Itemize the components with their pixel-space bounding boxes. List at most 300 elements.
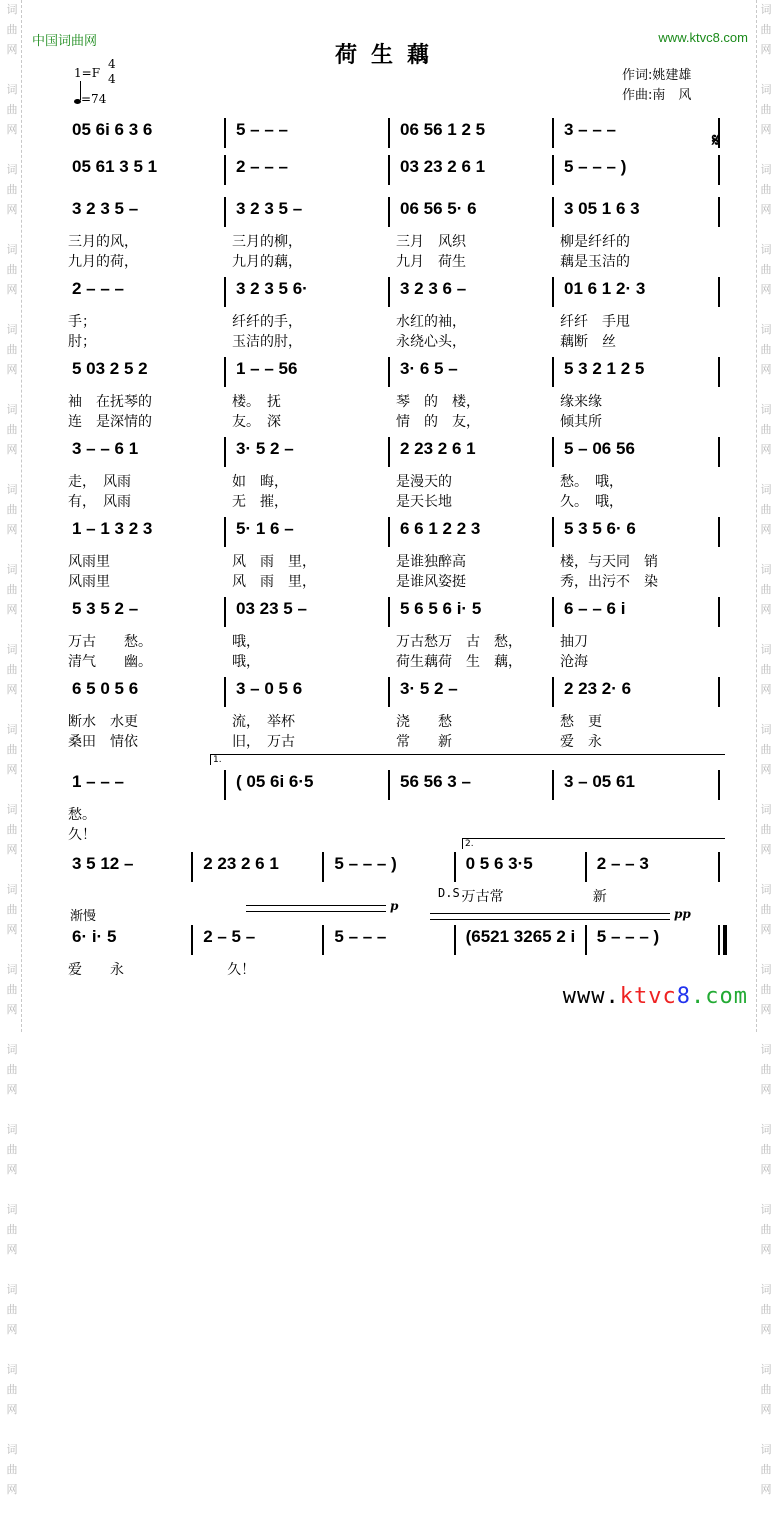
bar-line (322, 852, 324, 882)
measure: 5 3 5 2 – (72, 599, 139, 618)
watermark-char: 曲 (6, 583, 18, 596)
measure: 01 6 1 2· 3 (564, 279, 646, 298)
watermark-char: 曲 (760, 263, 772, 276)
lyric-segment: 情 的 友， (396, 414, 480, 430)
watermark-char: 曲 (760, 823, 772, 836)
watermark-char: 网 (6, 1403, 18, 1416)
lyric-segment: 愁 更 (560, 714, 602, 730)
watermark-char: 网 (6, 603, 18, 616)
watermark-char: 网 (760, 363, 772, 376)
lyric-segment: 旧， 万古 (232, 734, 295, 750)
volta-bracket: 2. (462, 838, 725, 849)
watermark-char: 曲 (6, 183, 18, 196)
watermark-gap (2, 140, 22, 160)
watermark-char: 曲 (6, 423, 18, 436)
watermark-char: 词 (6, 83, 18, 96)
measure: 1 – – – (72, 772, 124, 791)
bar-line (388, 437, 390, 467)
watermark-char: 网 (6, 763, 18, 776)
watermark-gap (756, 1340, 776, 1360)
quarter-note-icon (74, 99, 81, 104)
measure: 06 56 1 2 5 (400, 120, 486, 139)
watermark-left (2, 0, 22, 1496)
measure: 5 – – – ) (564, 157, 627, 176)
bar-line-end (718, 597, 720, 627)
measure: 05 61 3 5 1 (72, 157, 158, 176)
watermark-gap (756, 780, 776, 800)
watermark-char: 词 (6, 323, 18, 336)
watermark-char: 词 (760, 643, 772, 656)
measure: 2 23 2· 6 (564, 679, 632, 698)
footer-logo[interactable] (563, 984, 748, 1009)
watermark-char: 网 (760, 1083, 772, 1096)
lyric-segment: 愁。 (68, 807, 96, 823)
lyric-segment: 秀，出污不 染 (560, 574, 658, 590)
lyric-segment: 纤纤 手甩 (560, 314, 630, 330)
watermark-char: 网 (6, 923, 18, 936)
watermark-gap (756, 1420, 776, 1440)
dal-segno-marking: D.S. (438, 886, 467, 900)
measure: 2 – – – (72, 279, 124, 298)
bar-line (224, 155, 226, 185)
watermark-gap (756, 300, 776, 320)
lyric-segment: 风雨里 (68, 554, 110, 570)
measure: 6 6 1 2 2 3 (400, 519, 481, 538)
score-row (68, 517, 724, 590)
watermark-char: 曲 (6, 743, 18, 756)
watermark-char: 词 (6, 563, 18, 576)
measure: ( 05 6i 6·5 (236, 772, 314, 791)
lyric-segment: 袖 在抚琴的 (68, 394, 152, 410)
tempo-value: =74 (81, 92, 107, 106)
watermark-char: 词 (760, 723, 772, 736)
watermark-char: 曲 (760, 1063, 772, 1076)
watermark-char: 网 (6, 443, 18, 456)
bar-line (552, 437, 554, 467)
lyric-segment: 爱 永 (560, 734, 602, 750)
bar-line (191, 852, 193, 882)
bar-line-end (718, 197, 720, 227)
segno-icon: 𝄋 (712, 130, 720, 151)
lyricist: 作词:姚建雄 (622, 68, 692, 83)
bar-line (388, 197, 390, 227)
bar-line-end (718, 517, 720, 547)
watermark-char: 网 (760, 683, 772, 696)
watermark-char: 网 (760, 1243, 772, 1256)
measure: 3· 5 2 – (400, 679, 458, 698)
measure: 5· 1 6 – (236, 519, 294, 538)
watermark-char: 词 (760, 3, 772, 16)
bar-line (388, 597, 390, 627)
measure: 5 – – – (236, 120, 288, 139)
bar-line (388, 357, 390, 387)
watermark-char: 曲 (6, 103, 18, 116)
lyric-segment: 九月的荷， (68, 254, 138, 270)
watermark-char: 词 (6, 643, 18, 656)
measure: 5 – 06 56 (564, 439, 635, 458)
watermark-char: 曲 (6, 1463, 18, 1476)
measure: 3 – – 6 1 (72, 439, 139, 458)
lyric-segment: 纤纤的手， (232, 314, 302, 330)
measure: 06 56 5· 6 (400, 199, 477, 218)
measure: 3 2 3 5 6· (236, 279, 308, 298)
measure: 3 2 3 5 – (236, 199, 303, 218)
watermark-char: 网 (760, 443, 772, 456)
measure: 5 03 2 5 2 (72, 359, 148, 378)
lyric-segment: 愁。 哦， (560, 474, 623, 490)
watermark-char: 网 (6, 1163, 18, 1176)
watermark-gap (2, 1260, 22, 1280)
watermark-char: 网 (6, 1243, 18, 1256)
dynamic-pianissimo: pp (674, 907, 691, 921)
watermark-gap (2, 940, 22, 960)
logo-part: ktvc (619, 984, 677, 1009)
lyric-segment: 万古愁万 古 愁， (396, 634, 522, 650)
lyric-segment: 九月 荷生 (396, 254, 466, 270)
measure: 6· i· 5 (72, 927, 117, 946)
lyric-segment: 永绕心头， (396, 334, 466, 350)
watermark-char: 网 (760, 603, 772, 616)
bar-line (552, 517, 554, 547)
lyric-segment: 浇 愁 (396, 714, 452, 730)
watermark-gap (756, 380, 776, 400)
watermark-char: 曲 (760, 1303, 772, 1316)
lyric-segment: 爱 永 (68, 962, 124, 978)
watermark-char: 曲 (760, 1223, 772, 1236)
lyric-segment: 是谁独醉高 (396, 554, 466, 570)
watermark-char: 曲 (760, 743, 772, 756)
bar-line (552, 155, 554, 185)
watermark-gap (756, 1180, 776, 1200)
lyric-segment: 连 是深情的 (68, 414, 152, 430)
watermark-char: 词 (760, 1123, 772, 1136)
tempo-marking (74, 92, 106, 106)
watermark-divider-left (21, 0, 22, 1032)
lyric-segment: 玉洁的肘， (232, 334, 302, 350)
watermark-gap (2, 1100, 22, 1120)
watermark-char: 词 (760, 83, 772, 96)
measure: 2 23 2 6 1 (400, 439, 476, 458)
time-sig-bottom: 4 (108, 72, 116, 86)
watermark-char: 词 (6, 1203, 18, 1216)
watermark-char: 网 (760, 1323, 772, 1336)
watermark-char: 曲 (6, 1303, 18, 1316)
watermark-char: 曲 (760, 343, 772, 356)
lyric-segment: 走， 风雨 (68, 474, 131, 490)
watermark-gap (2, 1020, 22, 1040)
bar-line (552, 277, 554, 307)
bar-line (224, 197, 226, 227)
lyric-segment: 三月的柳， (232, 234, 302, 250)
watermark-char: 网 (760, 843, 772, 856)
measure: (6521 3265 2 i (465, 927, 576, 946)
bar-line-end (718, 437, 720, 467)
time-sig-top: 4 (108, 57, 116, 71)
bar-line (388, 277, 390, 307)
time-signature (108, 57, 116, 87)
measure: 03 23 5 – (236, 599, 307, 618)
watermark-char: 词 (760, 243, 772, 256)
watermark-gap (756, 460, 776, 480)
measure: 05 6i 6 3 6 (72, 120, 153, 139)
bar-line (322, 925, 324, 955)
measure: 56 56 3 – (400, 772, 471, 791)
watermark-char: 曲 (760, 1143, 772, 1156)
watermark-gap (2, 1340, 22, 1360)
measure: 2 – – 3 (596, 854, 649, 873)
lyric-segment: 清气 幽。 (68, 654, 152, 670)
watermark-char: 曲 (760, 23, 772, 36)
watermark-char: 词 (760, 1203, 772, 1216)
measure: 6 – – 6 i (564, 599, 626, 618)
watermark-char: 网 (760, 923, 772, 936)
lyric-segment: 断水 水更 (68, 714, 138, 730)
composer: 作曲:南 风 (622, 88, 692, 103)
bar-line-end (718, 852, 720, 882)
watermark-char: 曲 (760, 983, 772, 996)
bar-line-end (718, 925, 720, 955)
logo-part: www. (562, 984, 620, 1009)
bar-line (552, 770, 554, 800)
watermark-char: 词 (6, 243, 18, 256)
watermark-char: 曲 (760, 583, 772, 596)
tempo-change-marking: 渐慢 (70, 909, 97, 924)
measure: 5 6 5 6 i· 5 (400, 599, 482, 618)
watermark-char: 词 (760, 403, 772, 416)
watermark-char: 词 (6, 1283, 18, 1296)
watermark-char: 网 (760, 123, 772, 136)
score-row (68, 597, 724, 670)
watermark-right (756, 0, 776, 1496)
bar-line (388, 118, 390, 148)
decrescendo (246, 905, 386, 912)
watermark-char: 网 (760, 523, 772, 536)
watermark-char: 词 (760, 1443, 772, 1456)
bar-line (585, 852, 587, 882)
watermark-char: 曲 (6, 503, 18, 516)
watermark-char: 词 (6, 1123, 18, 1136)
lyric-segment: 万古常 (461, 889, 504, 905)
measure: 2 23 2 6 1 (203, 854, 279, 873)
bar-line (454, 852, 456, 882)
lyric-segment: 缘来缘 (560, 394, 602, 410)
watermark-char: 词 (6, 1043, 18, 1056)
watermark-gap (2, 700, 22, 720)
watermark-char: 曲 (760, 183, 772, 196)
bar-line (552, 677, 554, 707)
bar-line (552, 357, 554, 387)
watermark-char: 网 (6, 123, 18, 136)
measure: 3· 5 2 – (236, 439, 294, 458)
watermark-gap (756, 1020, 776, 1040)
logo-part: .com (691, 984, 748, 1009)
watermark-char: 词 (6, 1443, 18, 1456)
lyric-segment: 肘； (68, 334, 96, 350)
watermark-char: 网 (760, 43, 772, 56)
watermark-char: 词 (760, 323, 772, 336)
watermark-gap (2, 1180, 22, 1200)
site-url[interactable]: www.ktvc8.com (658, 30, 748, 45)
watermark-char: 词 (760, 483, 772, 496)
score-row (68, 839, 724, 905)
lyric-segment: 是漫天的 (396, 474, 452, 490)
song-title: 荷生藕 (334, 42, 443, 68)
watermark-char: 网 (6, 1003, 18, 1016)
lyric-segment: 抽刀 (560, 634, 588, 650)
watermark-char: 词 (760, 1283, 772, 1296)
measure: 03 23 2 6 1 (400, 157, 486, 176)
watermark-divider-right (756, 0, 757, 1032)
watermark-char: 网 (6, 683, 18, 696)
bar-line (388, 155, 390, 185)
key-signature: 1=F (74, 66, 101, 80)
watermark-gap (756, 1260, 776, 1280)
measure: 3· 6 5 – (400, 359, 458, 378)
watermark-char: 曲 (6, 1383, 18, 1396)
watermark-char: 词 (760, 803, 772, 816)
measure: 5 3 2 1 2 5 (564, 359, 645, 378)
watermark-gap (2, 780, 22, 800)
score-row (68, 197, 724, 270)
watermark-char: 曲 (760, 423, 772, 436)
lyric-segment: 三月 风织 (396, 234, 466, 250)
watermark-gap (756, 220, 776, 240)
watermark-char: 曲 (6, 263, 18, 276)
watermark-char: 词 (6, 483, 18, 496)
bar-line (388, 677, 390, 707)
lyric-segment: 倾其所 (560, 414, 602, 430)
lyric-segment: 九月的藕， (232, 254, 302, 270)
watermark-char: 词 (6, 403, 18, 416)
bar-line (224, 770, 226, 800)
watermark-gap (756, 940, 776, 960)
watermark-char: 曲 (6, 983, 18, 996)
watermark-char: 网 (6, 203, 18, 216)
lyric-segment: 久！ (199, 962, 256, 978)
watermark-char: 词 (760, 883, 772, 896)
bar-line-end (718, 277, 720, 307)
watermark-char: 网 (760, 763, 772, 776)
watermark-char: 词 (6, 963, 18, 976)
watermark-char: 曲 (6, 823, 18, 836)
bar-line (224, 597, 226, 627)
lyric-segment: 风雨里 (68, 574, 110, 590)
watermark-char: 曲 (6, 343, 18, 356)
lyric-segment: 琴 的 楼， (396, 394, 480, 410)
watermark-char: 网 (6, 43, 18, 56)
measure: 3 – – – (564, 120, 616, 139)
watermark-gap (756, 620, 776, 640)
lyric-segment: 哦， (232, 634, 260, 650)
bar-line (552, 118, 554, 148)
measure: 1 – 1 3 2 3 (72, 519, 153, 538)
measure: 3 2 3 5 – (72, 199, 139, 218)
lyric-segment: 新 (592, 889, 607, 905)
watermark-char: 词 (760, 1363, 772, 1376)
lyric-segment: 三月的风， (68, 234, 138, 250)
watermark-char: 网 (760, 203, 772, 216)
watermark-char: 网 (6, 363, 18, 376)
lyric-segment: 无 摧， (232, 494, 288, 510)
lyric-segment: 藕是玉洁的 (560, 254, 630, 270)
measure: 5 – – – ) (596, 927, 660, 946)
lyric-segment: 桑田 情依 (68, 734, 138, 750)
watermark-gap (756, 860, 776, 880)
lyric-segment: 藕断 丝 (560, 334, 616, 350)
score-row (68, 437, 724, 510)
watermark-char: 曲 (760, 1383, 772, 1396)
lyric-segment: 哦， (232, 654, 260, 670)
watermark-char: 网 (6, 1323, 18, 1336)
measure: 2 – 5 – (203, 927, 256, 946)
watermark-gap (2, 860, 22, 880)
measure: 1 – – 56 (236, 359, 298, 378)
measure: 3 05 1 6 3 (564, 199, 640, 218)
bar-line-end (718, 677, 720, 707)
score-row (68, 357, 724, 430)
lyric-segment: 久。 哦， (560, 494, 623, 510)
watermark-char: 网 (6, 523, 18, 536)
measure: 5 – – – (334, 927, 387, 946)
watermark-char: 曲 (6, 1063, 18, 1076)
watermark-char: 曲 (760, 1463, 772, 1476)
credits (622, 66, 691, 106)
bar-line (224, 118, 226, 148)
logo-part: 8 (676, 984, 692, 1009)
watermark-char: 词 (6, 723, 18, 736)
watermark-gap (756, 700, 776, 720)
lyric-segment: 如 晦， (232, 474, 288, 490)
bar-line (552, 197, 554, 227)
lyric-segment: 有， 风雨 (68, 494, 131, 510)
bar-line-end (718, 357, 720, 387)
lyric-segment: 是谁风姿挺 (396, 574, 466, 590)
bar-line (552, 597, 554, 627)
watermark-char: 网 (760, 1483, 772, 1496)
bar-line (388, 517, 390, 547)
bar-line (191, 925, 193, 955)
watermark-gap (2, 1500, 22, 1520)
watermark-char: 网 (6, 843, 18, 856)
watermark-gap (2, 620, 22, 640)
score-row (68, 118, 724, 151)
site-name[interactable]: 中国词曲网 (32, 34, 98, 49)
measure: 0 5 6 3·5 (465, 854, 533, 873)
watermark-gap (2, 380, 22, 400)
bar-line (388, 770, 390, 800)
lyric-segment: 沧海 (560, 654, 588, 670)
watermark-char: 词 (6, 1363, 18, 1376)
lyric-segment: 是天长地 (396, 494, 452, 510)
watermark-char: 曲 (6, 23, 18, 36)
watermark-char: 网 (6, 1083, 18, 1096)
bar-line-end (718, 155, 720, 185)
watermark-char: 网 (6, 1483, 18, 1496)
watermark-char: 网 (760, 1163, 772, 1176)
watermark-char: 网 (6, 283, 18, 296)
bar-line (224, 357, 226, 387)
watermark-char: 词 (6, 3, 18, 16)
watermark-char: 曲 (6, 1223, 18, 1236)
lyric-segment: 楼，与天同 销 (560, 554, 658, 570)
score-row (68, 755, 724, 843)
watermark-char: 曲 (760, 903, 772, 916)
watermark-char: 词 (760, 963, 772, 976)
decrescendo (430, 913, 670, 920)
measure: 3 2 3 6 – (400, 279, 467, 298)
watermark-char: 曲 (6, 1143, 18, 1156)
bar-line (224, 677, 226, 707)
